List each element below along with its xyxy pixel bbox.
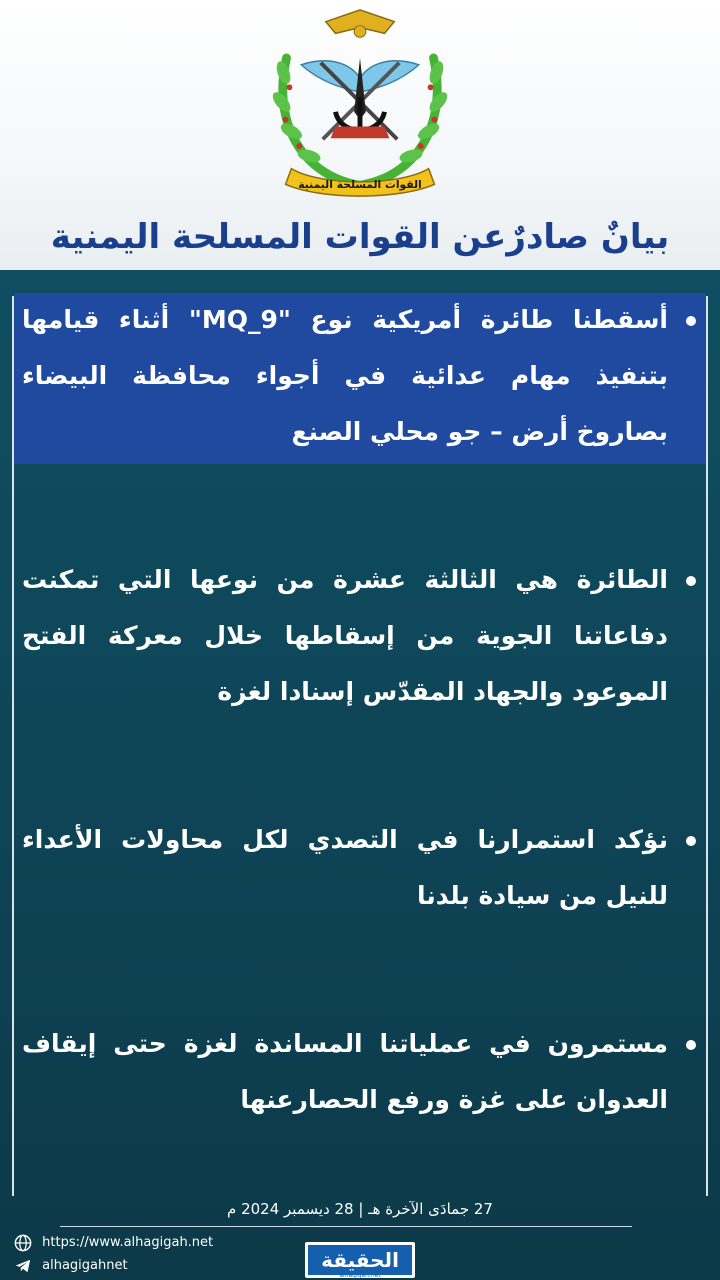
telegram-handle: alhagigahnet	[42, 1258, 128, 1273]
globe-icon	[14, 1234, 32, 1252]
bullet-icon	[686, 316, 696, 326]
telegram-icon	[14, 1257, 32, 1275]
alhagigah-logo	[305, 1242, 415, 1278]
statement-item	[22, 292, 698, 460]
page-title: بيانٌ صادرٌعن القوات المسلحة اليمنية	[50, 217, 670, 257]
statement-text: أسقطنا طائرة أمريكية نوع "MQ_9" أثناء قيامها بتنفيذ مهام عدائية في أجواء محافظة البيضاء بصاروخ أرض – جو محلي الصنع	[22, 305, 668, 446]
bullet-icon	[686, 1040, 696, 1050]
date-line: 27 جمادَى الآخرة هـ | 28 ديسمبر 2024 م	[227, 1200, 493, 1218]
statement-item	[22, 552, 698, 720]
frame-line-right	[706, 296, 708, 1196]
emblem-banner-text: القوات المسلحة اليمنية	[298, 178, 422, 192]
logo-subtext: alhagigah.net	[339, 1272, 381, 1279]
statement-item	[22, 812, 698, 924]
header	[0, 0, 720, 270]
logo-text: الحقيقة	[308, 1245, 412, 1275]
statement-text: مستمرون في عملياتنا المساندة لغزة حتى إيقاف العدوان على غزة ورفع الحصارعنها	[22, 1029, 668, 1114]
armed-forces-emblem-icon	[262, 4, 458, 200]
statement-item	[22, 1016, 698, 1128]
footer-divider	[60, 1226, 632, 1227]
website-url: https://www.alhagigah.net	[42, 1235, 214, 1250]
statement-text: الطائرة هي الثالثة عشرة من نوعها التي تمكنت دفاعاتنا الجوية من إسقاطها خلال معركة الفتح الموعود والجهاد المقدّس إسنادا لغزة	[22, 565, 668, 706]
telegram-link[interactable]	[14, 1256, 128, 1276]
statement-text: نؤكد استمرارنا في التصدي لكل محاولات الأعداء للنيل من سيادة بلدنا	[22, 825, 668, 910]
bullet-icon	[686, 836, 696, 846]
bullet-icon	[686, 576, 696, 586]
website-link[interactable]	[14, 1233, 213, 1253]
